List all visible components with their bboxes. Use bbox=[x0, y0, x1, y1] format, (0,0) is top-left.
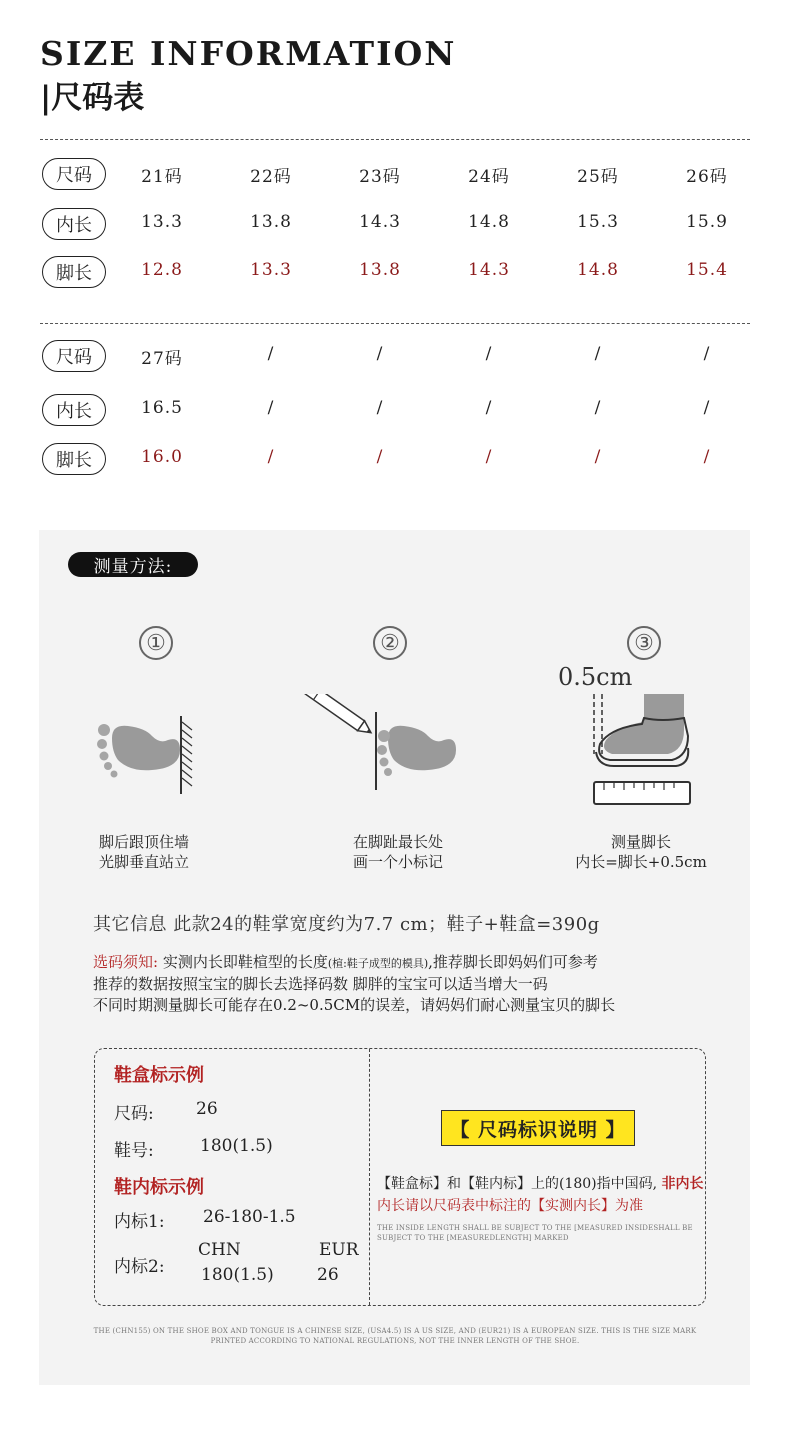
table-cell: / bbox=[485, 447, 493, 467]
step-line: 内长=脚长+0.5cm bbox=[575, 853, 707, 871]
table-cell: 13.3 bbox=[141, 212, 183, 232]
inner2-val-chn: 180(1.5) bbox=[201, 1265, 274, 1285]
inner2-head-eur: EUR bbox=[319, 1240, 359, 1260]
table1-row-size bbox=[40, 158, 750, 194]
row-label: 尺码 bbox=[42, 158, 106, 190]
inner2-head-chn: CHN bbox=[198, 1240, 241, 1260]
box-shoe-key: 鞋号: bbox=[114, 1141, 154, 1161]
size-notes bbox=[93, 952, 733, 1016]
size-label-explain-title: 【 尺码标识说明 】 bbox=[441, 1110, 635, 1146]
footprint-wall-icon bbox=[90, 716, 200, 796]
footer-line: THE (CHN155) ON THE SHOE BOX AND TONGUE IS A CHINESE SIZE, (USA4.5) IS A US SIZE, AND (EUR21) IS A EUROPEAN SIZE. THIS IS THE SIZE MARK bbox=[93, 1327, 697, 1335]
box-size-val: 26 bbox=[196, 1099, 218, 1119]
step-caption bbox=[551, 832, 731, 872]
table-cell: / bbox=[376, 447, 384, 467]
table1-row-foot bbox=[40, 256, 750, 292]
notes-line-2: 推荐的数据按照宝宝的脚长去选择码数 脚胖的宝宝可以适当增大一码 bbox=[93, 975, 548, 993]
table-cell: 14.3 bbox=[359, 212, 401, 232]
box-size-key: 尺码: bbox=[114, 1104, 154, 1124]
table-cell: 27码 bbox=[141, 349, 183, 369]
table1-row-inner bbox=[40, 208, 750, 244]
table-cell: / bbox=[376, 398, 384, 418]
table-cell: 22码 bbox=[250, 167, 292, 187]
expl-highlight: 非内长 bbox=[661, 1176, 704, 1192]
table-cell: 16.0 bbox=[141, 447, 183, 467]
expl-english: THE INSIDE LENGTH SHALL BE SUBJECT TO THE [MEASURED INSIDESHALL BE SUBJECT TO THE [MEASUREDLENGTH] MARKED bbox=[377, 1224, 693, 1242]
extra-info: 其它信息 此款24的鞋掌宽度约为7.7 cm；鞋子+鞋盒=390g bbox=[93, 914, 600, 935]
table-cell: / bbox=[485, 398, 493, 418]
table-cell: / bbox=[594, 447, 602, 467]
table2-row-inner bbox=[40, 394, 750, 430]
table-cell: 15.3 bbox=[577, 212, 619, 232]
footer-line: PRINTED ACCORDING TO NATIONAL REGULATIONS, NOT THE INNER LENGTH OF THE SHOE. bbox=[210, 1337, 580, 1345]
table-cell: 16.5 bbox=[141, 398, 183, 418]
step-number: ② bbox=[373, 626, 407, 660]
step-caption bbox=[308, 832, 488, 872]
table-cell: / bbox=[703, 398, 711, 418]
table-cell: / bbox=[594, 398, 602, 418]
row-label: 尺码 bbox=[42, 340, 106, 372]
table-cell: 21码 bbox=[141, 167, 183, 187]
inner2-key: 内标2: bbox=[114, 1257, 165, 1277]
table-cell: 23码 bbox=[359, 167, 401, 187]
row-label: 内长 bbox=[42, 394, 106, 426]
divider bbox=[40, 323, 750, 324]
table-cell: 12.8 bbox=[141, 260, 183, 280]
divider bbox=[40, 139, 750, 140]
table-cell: 14.8 bbox=[577, 260, 619, 280]
table-cell: / bbox=[267, 447, 275, 467]
shoe-measure-icon bbox=[588, 690, 698, 810]
table-cell: 26码 bbox=[686, 167, 728, 187]
table-cell: 15.4 bbox=[686, 260, 728, 280]
row-label: 脚长 bbox=[42, 443, 106, 475]
notes-line-1 bbox=[93, 952, 733, 974]
table-cell: 13.3 bbox=[250, 260, 292, 280]
row-label: 脚长 bbox=[42, 256, 106, 288]
inner2-val-eur: 26 bbox=[317, 1265, 339, 1285]
step-line: 光脚垂直站立 bbox=[98, 853, 189, 871]
table-cell: 13.8 bbox=[359, 260, 401, 280]
table-cell: 25码 bbox=[577, 167, 619, 187]
table-cell: 14.3 bbox=[468, 260, 510, 280]
step-number: ① bbox=[139, 626, 173, 660]
pencil-mark-icon bbox=[300, 694, 470, 794]
measure-label: 0.5cm bbox=[558, 663, 633, 691]
size-label-explanation bbox=[377, 1173, 707, 1243]
step-line: 脚后跟顶住墙 bbox=[98, 833, 189, 851]
box-shoe-val: 180(1.5) bbox=[200, 1136, 273, 1156]
footer-note bbox=[60, 1326, 730, 1346]
method-badge: 测量方法: bbox=[68, 552, 198, 577]
table-cell: / bbox=[703, 447, 711, 467]
title-en: SIZE INFORMATION bbox=[40, 34, 457, 73]
expl-text: 【鞋盒标】和【鞋内标】上的(180)指中国码, bbox=[377, 1176, 662, 1192]
table2-row-foot bbox=[40, 443, 750, 479]
inner1-val: 26-180-1.5 bbox=[203, 1207, 296, 1227]
table-cell: 14.8 bbox=[468, 212, 510, 232]
step-caption bbox=[54, 832, 234, 872]
expl-line-2: 内长请以尺码表中标注的【实测内长】为准 bbox=[377, 1198, 643, 1214]
table-cell: / bbox=[376, 344, 384, 364]
table-cell: 15.9 bbox=[686, 212, 728, 232]
step-number: ③ bbox=[627, 626, 661, 660]
title-cn: |尺码表 bbox=[40, 80, 145, 116]
step-line: 画一个小标记 bbox=[352, 853, 443, 871]
notes-text: ,推荐脚长即妈妈们可参考 bbox=[428, 953, 598, 971]
notes-lead: 选码须知: bbox=[93, 953, 159, 971]
step-line: 测量脚长 bbox=[610, 833, 671, 851]
table-cell: / bbox=[267, 398, 275, 418]
table-cell: / bbox=[485, 344, 493, 364]
box-label-title: 鞋盒标示例 bbox=[114, 1065, 204, 1086]
inner-label-title: 鞋内标示例 bbox=[114, 1177, 204, 1198]
box-divider bbox=[369, 1049, 370, 1305]
notes-small: (楦:鞋子成型的模具) bbox=[327, 957, 429, 970]
table-cell: 24码 bbox=[468, 167, 510, 187]
row-label: 内长 bbox=[42, 208, 106, 240]
table-cell: / bbox=[703, 344, 711, 364]
table-cell: / bbox=[594, 344, 602, 364]
table2-row-size bbox=[40, 340, 750, 376]
table-cell: / bbox=[267, 344, 275, 364]
step-line: 在脚趾最长处 bbox=[352, 833, 443, 851]
inner1-key: 内标1: bbox=[114, 1212, 165, 1232]
notes-line-3: 不同时期测量脚长可能存在0.2~0.5CM的误差，请妈妈们耐心测量宝贝的脚长 bbox=[93, 996, 616, 1014]
expl-line-1 bbox=[377, 1173, 707, 1195]
notes-text: 实测内长即鞋楦型的长度 bbox=[158, 953, 328, 971]
table-cell: 13.8 bbox=[250, 212, 292, 232]
